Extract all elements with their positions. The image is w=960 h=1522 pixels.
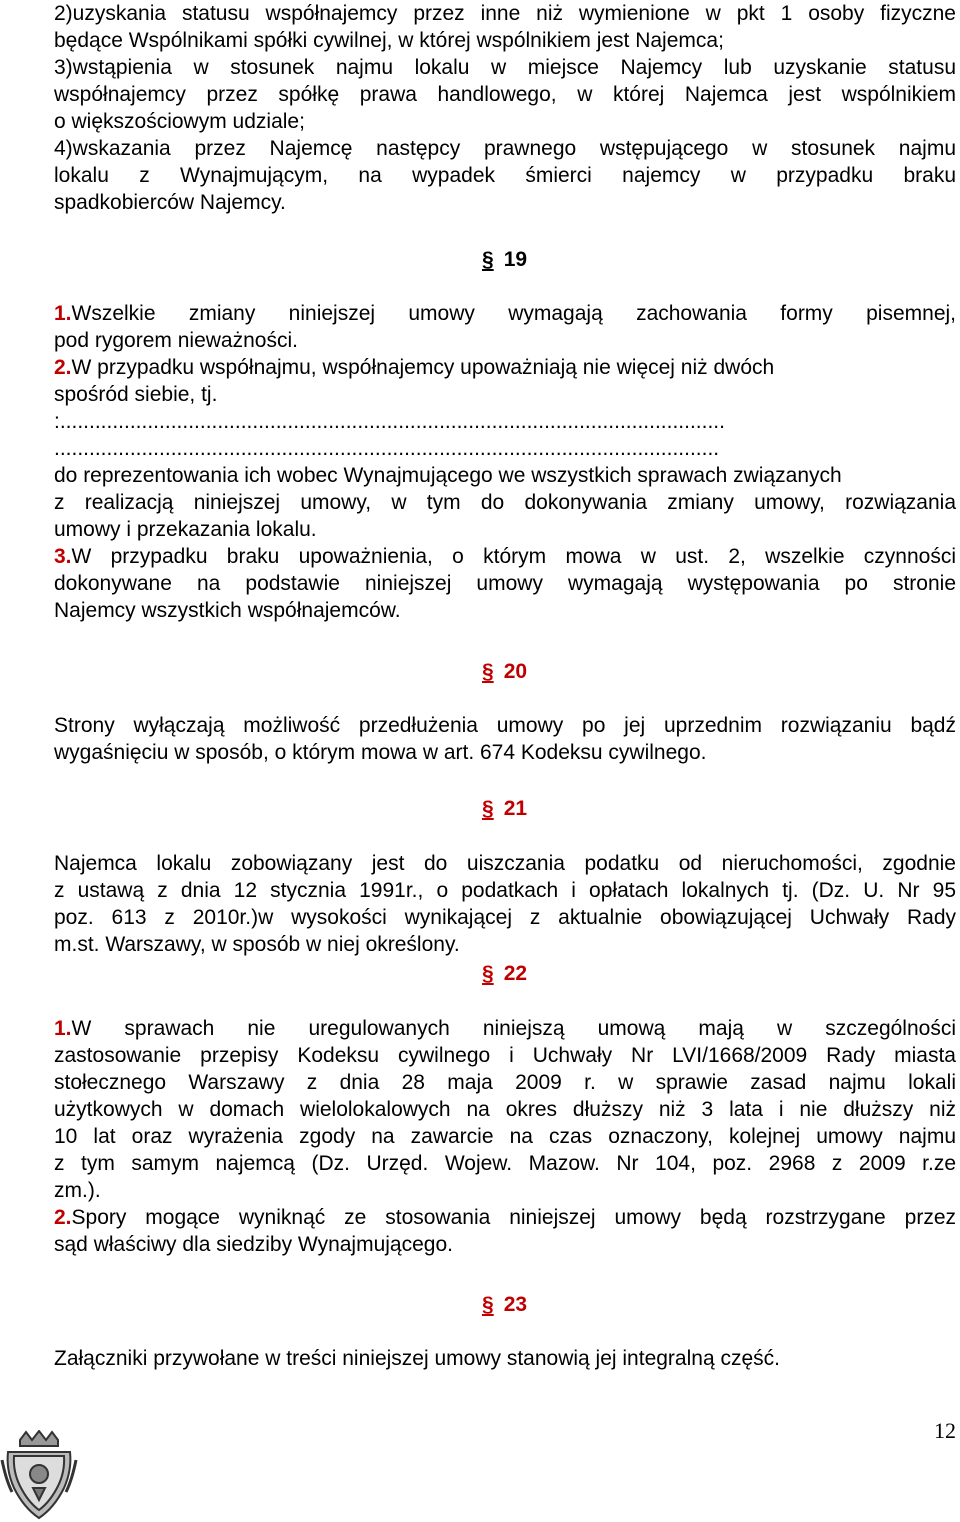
fill-in-dots: .................................................................................................................. (54, 437, 720, 460)
section-symbol: § (482, 1293, 494, 1316)
text-span: W przypadku braku upoważnienia, o którym mowa w ust. 2, wszelkie czynności (71, 545, 956, 568)
text-line: z realizacją niniejszej umowy, w tym do dokonywania zmiany umowy, rozwiązania (54, 491, 956, 514)
text-line: o większościowym udziale; (54, 110, 305, 133)
text-line: 10 lat oraz wyrażenia zgody na zawarcie na czas oznaczony, kolejnej umowy najmu (54, 1125, 956, 1148)
text-span: W sprawach nie uregulowanych niniejszą umową mają w szczególności (71, 1017, 956, 1040)
text-line: użytkowych w domach wielolokalowych na okres dłuższy niż 3 lata i nie dłuższy niż (54, 1098, 956, 1121)
text-line: 4)wskazania przez Najemcę następcy prawnego wstępującego w stosunek najmu (54, 137, 956, 160)
section-number: 21 (503, 797, 528, 820)
text-line: zm.). (54, 1179, 101, 1202)
text-line: Najemcy wszystkich współnajemców. (54, 599, 401, 622)
text-line: sąd właściwy dla siedziby Wynajmującego. (54, 1233, 453, 1256)
text-line: do reprezentowania ich wobec Wynajmującego we wszystkich sprawach związanych (54, 464, 842, 487)
section-heading-21 (482, 795, 527, 822)
fill-in-dots: :.................................................................................................................. (54, 410, 725, 433)
text-line: dokonywane na podstawie niniejszej umowy wymagają występowania po stronie (54, 572, 956, 595)
text-line: z tym samym najemcą (Dz. Urzęd. Wojew. Mazow. Nr 104, poz. 2968 z 2009 r.ze (54, 1152, 956, 1175)
text-span: W przypadku współnajmu, współnajemcy upoważniają nie więcej niż dwóch (71, 356, 775, 379)
section-heading-22 (482, 960, 527, 987)
page-number: 12 (934, 1418, 956, 1443)
text-line (54, 1204, 956, 1231)
section-number: 23 (503, 1293, 528, 1316)
text-line: stołecznego Warszawy z dnia 28 maja 2009 r. w sprawie zasad najmu lokali (54, 1071, 956, 1094)
section-number: 22 (503, 962, 528, 985)
text-line (54, 354, 774, 381)
section-symbol: § (482, 660, 494, 683)
point-number: 1. (54, 302, 72, 325)
section-number: 20 (503, 660, 528, 683)
point-number: 2. (54, 356, 72, 379)
text-line: zastosowanie przepisy Kodeksu cywilnego i Uchwały Nr LVI/1668/2009 Rady miasta (54, 1044, 956, 1067)
text-line: z ustawą z dnia 12 stycznia 1991r., o podatkach i opłatach lokalnych tj. (Dz. U. Nr 95 (54, 879, 956, 902)
city-crest-icon (0, 1430, 78, 1522)
text-line: spośród siebie, tj. (54, 383, 218, 406)
text-line: Najemca lokalu zobowiązany jest do uiszczania podatku od nieruchomości, zgodnie (54, 852, 956, 875)
point-number: 1. (54, 1017, 72, 1040)
text-line: Załączniki przywołane w treści niniejszej umowy stanowią jej integralną część. (54, 1347, 780, 1370)
point-number: 2. (54, 1206, 72, 1229)
text-line: m.st. Warszawy, w sposób w niej określony. (54, 933, 460, 956)
section-heading-20 (482, 658, 527, 685)
text-line: wygaśnięciu w sposób, o którym mowa w art. 674 Kodeksu cywilnego. (54, 741, 707, 764)
text-line: spadkobierców Najemcy. (54, 191, 286, 214)
section-number: 19 (503, 248, 528, 271)
section-symbol: § (482, 248, 494, 271)
text-line: będące Wspólnikami spółki cywilnej, w której wspólnikiem jest Najemca; (54, 29, 724, 52)
point-number: 3. (54, 545, 72, 568)
text-span: Wszelkie zmiany niniejszej umowy wymagają zachowania formy pisemnej, (71, 302, 956, 325)
text-line: poz. 613 z 2010r.)w wysokości wynikającej z aktualnie obowiązującej Uchwały Rady (54, 906, 956, 929)
text-line: pod rygorem nieważności. (54, 329, 298, 352)
text-line: Strony wyłączają możliwość przedłużenia umowy po jej uprzednim rozwiązaniu bądź (54, 714, 956, 737)
section-symbol: § (482, 962, 494, 985)
text-span: Spory mogące wyniknąć ze stosowania niniejszej umowy będą rozstrzygane przez (71, 1206, 956, 1229)
text-line (54, 1015, 956, 1042)
text-line: współnajemcy przez spółkę prawa handlowego, w której Najemca jest wspólnikiem (54, 83, 956, 106)
section-heading-23 (482, 1291, 527, 1318)
text-line: 2)uzyskania statusu współnajemcy przez inne niż wymienione w pkt 1 osoby fizyczne (54, 2, 956, 25)
text-line: 3)wstąpienia w stosunek najmu lokalu w miejsce Najemcy lub uzyskanie statusu (54, 56, 956, 79)
section-symbol: § (482, 797, 494, 820)
text-line (54, 300, 956, 327)
section-heading-19 (482, 246, 527, 273)
text-line: umowy i przekazania lokalu. (54, 518, 317, 541)
text-line: lokalu z Wynajmującym, na wypadek śmierci najemcy w przypadku braku (54, 164, 956, 187)
text-line (54, 543, 956, 570)
